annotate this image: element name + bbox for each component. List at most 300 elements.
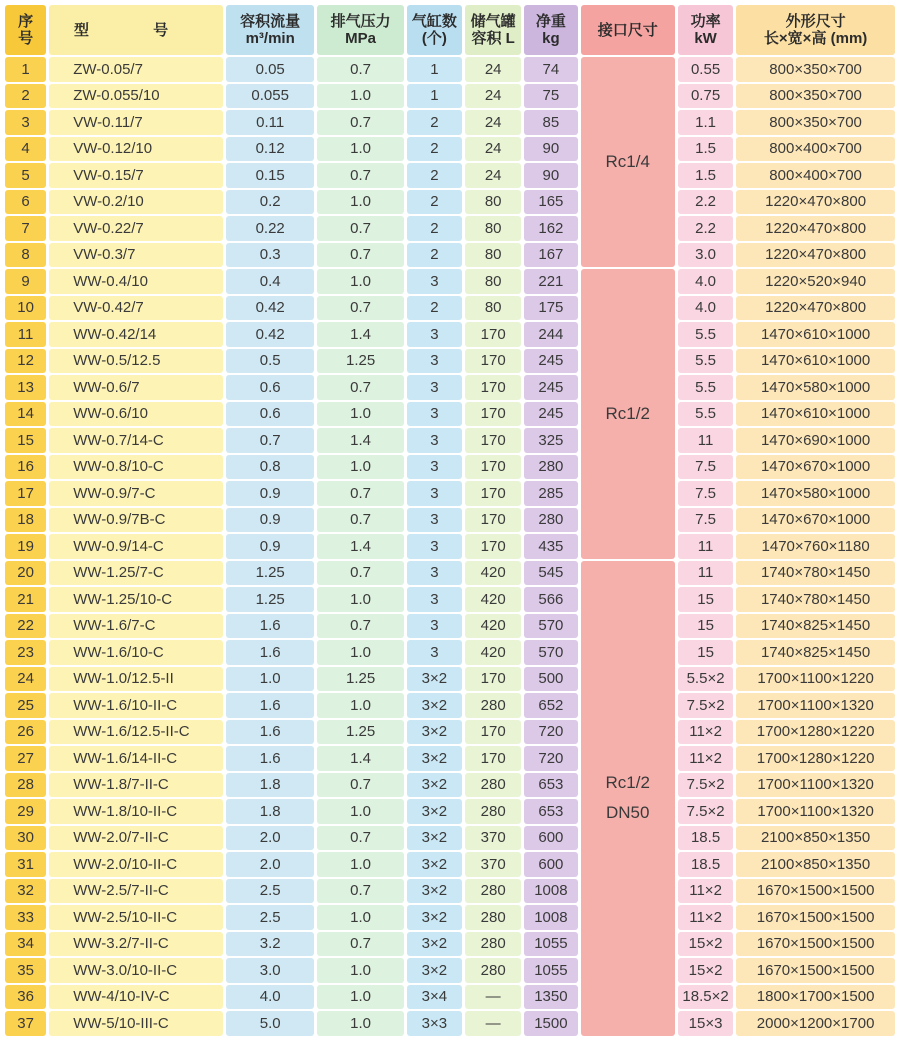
cell-no: 20 xyxy=(5,561,46,586)
cell-dims: 2100×850×1350 xyxy=(736,826,895,851)
cell-model: WW-0.8/10-C xyxy=(49,455,223,480)
cell-power: 7.5×2 xyxy=(678,693,733,718)
cell-weight: 720 xyxy=(524,746,577,771)
port-size-line: Rc1/2 xyxy=(605,403,650,423)
cell-weight: 280 xyxy=(524,508,577,533)
cell-cylinders: 2 xyxy=(407,216,462,241)
cell-model: WW-0.42/14 xyxy=(49,322,223,347)
cell-power: 15×2 xyxy=(678,932,733,957)
cell-tank: 80 xyxy=(465,216,521,241)
cell-weight: 435 xyxy=(524,534,577,559)
cell-tank: 24 xyxy=(465,163,521,188)
cell-pressure: 0.7 xyxy=(317,375,403,400)
cell-weight: 653 xyxy=(524,773,577,798)
table-row xyxy=(5,375,895,400)
cell-pressure: 0.7 xyxy=(317,879,403,904)
cell-model: VW-0.2/10 xyxy=(49,190,223,215)
cell-tank: 420 xyxy=(465,614,521,639)
cell-no: 13 xyxy=(5,375,46,400)
cell-no: 29 xyxy=(5,799,46,824)
cell-no: 33 xyxy=(5,905,46,930)
cell-dims: 1220×470×800 xyxy=(736,296,895,321)
cell-weight: 545 xyxy=(524,561,577,586)
cell-tank: 280 xyxy=(465,799,521,824)
cell-weight: 85 xyxy=(524,110,577,135)
cell-dims: 1700×1280×1220 xyxy=(736,746,895,771)
cell-weight: 1350 xyxy=(524,985,577,1010)
cell-tank: 370 xyxy=(465,826,521,851)
cell-dims: 1740×780×1450 xyxy=(736,587,895,612)
cell-pressure: 1.0 xyxy=(317,137,403,162)
cell-pressure: 1.25 xyxy=(317,720,403,745)
cell-cylinders: 3 xyxy=(407,269,462,294)
cell-dims: 1470×580×1000 xyxy=(736,481,895,506)
cell-model: WW-5/10-III-C xyxy=(49,1011,223,1036)
cell-weight: 1055 xyxy=(524,958,577,983)
cell-weight: 1008 xyxy=(524,905,577,930)
cell-cylinders: 3 xyxy=(407,587,462,612)
cell-dims: 800×350×700 xyxy=(736,84,895,109)
cell-tank: 280 xyxy=(465,693,521,718)
cell-power: 4.0 xyxy=(678,296,733,321)
cell-flow: 0.9 xyxy=(226,508,314,533)
cell-weight: 244 xyxy=(524,322,577,347)
cell-no: 34 xyxy=(5,932,46,957)
header-tank xyxy=(465,5,521,55)
cell-weight: 90 xyxy=(524,137,577,162)
cell-no: 2 xyxy=(5,84,46,109)
cell-pressure: 1.0 xyxy=(317,799,403,824)
cell-flow: 1.25 xyxy=(226,587,314,612)
cell-model: WW-1.8/10-II-C xyxy=(49,799,223,824)
cell-weight: 653 xyxy=(524,799,577,824)
cell-pressure: 0.7 xyxy=(317,481,403,506)
cell-model: VW-0.22/7 xyxy=(49,216,223,241)
cell-dims: 1470×760×1180 xyxy=(736,534,895,559)
cell-cylinders: 3 xyxy=(407,534,462,559)
cell-tank: 280 xyxy=(465,905,521,930)
header-weight xyxy=(524,5,577,55)
cell-dims: 1470×690×1000 xyxy=(736,428,895,453)
cell-pressure: 1.0 xyxy=(317,905,403,930)
cell-pressure: 0.7 xyxy=(317,110,403,135)
cell-flow: 1.6 xyxy=(226,614,314,639)
cell-model: WW-1.0/12.5-II xyxy=(49,667,223,692)
table-row xyxy=(5,640,895,665)
cell-tank: 170 xyxy=(465,349,521,374)
cell-weight: 720 xyxy=(524,720,577,745)
cell-dims: 1470×580×1000 xyxy=(736,375,895,400)
cell-flow: 4.0 xyxy=(226,985,314,1010)
cell-cylinders: 1 xyxy=(407,84,462,109)
cell-tank: 24 xyxy=(465,84,521,109)
header-model xyxy=(49,5,223,55)
cell-cylinders: 3×2 xyxy=(407,958,462,983)
cell-tank: 420 xyxy=(465,640,521,665)
table-row xyxy=(5,84,895,109)
cell-cylinders: 3 xyxy=(407,561,462,586)
cell-no: 21 xyxy=(5,587,46,612)
port-size-line: Rc1/4 xyxy=(605,152,650,171)
cell-pressure: 0.7 xyxy=(317,773,403,798)
table-row xyxy=(5,614,895,639)
header-pressure-line2: MPa xyxy=(345,30,376,47)
cell-cylinders: 3 xyxy=(407,349,462,374)
cell-pressure: 1.0 xyxy=(317,190,403,215)
cell-power: 11×2 xyxy=(678,905,733,930)
cell-dims: 800×400×700 xyxy=(736,137,895,162)
cell-dims: 1700×1100×1220 xyxy=(736,667,895,692)
cell-cylinders: 2 xyxy=(407,243,462,268)
port-size-cell xyxy=(581,269,675,559)
cell-power: 15 xyxy=(678,614,733,639)
cell-tank: 280 xyxy=(465,879,521,904)
cell-power: 11 xyxy=(678,534,733,559)
cell-flow: 0.6 xyxy=(226,402,314,427)
cell-pressure: 1.0 xyxy=(317,693,403,718)
cell-cylinders: 3 xyxy=(407,402,462,427)
cell-model: WW-1.6/7-C xyxy=(49,614,223,639)
cell-weight: 167 xyxy=(524,243,577,268)
cell-pressure: 1.0 xyxy=(317,269,403,294)
cell-flow: 0.15 xyxy=(226,163,314,188)
cell-weight: 600 xyxy=(524,826,577,851)
cell-model: WW-0.9/7-C xyxy=(49,481,223,506)
cell-power: 7.5 xyxy=(678,481,733,506)
cell-flow: 2.5 xyxy=(226,879,314,904)
cell-flow: 0.7 xyxy=(226,428,314,453)
cell-pressure: 1.4 xyxy=(317,746,403,771)
table-row xyxy=(5,852,895,877)
cell-power: 3.0 xyxy=(678,243,733,268)
cell-cylinders: 3×2 xyxy=(407,667,462,692)
cell-no: 6 xyxy=(5,190,46,215)
header-power-line1: 功率 xyxy=(690,13,721,30)
cell-cylinders: 3×2 xyxy=(407,826,462,851)
cell-model: WW-1.6/10-II-C xyxy=(49,693,223,718)
cell-power: 0.55 xyxy=(678,57,733,82)
cell-cylinders: 3×2 xyxy=(407,773,462,798)
cell-cylinders: 3×3 xyxy=(407,1011,462,1036)
header-weight-line2: kg xyxy=(542,30,560,47)
cell-power: 4.0 xyxy=(678,269,733,294)
cell-no: 31 xyxy=(5,852,46,877)
cell-tank: 170 xyxy=(465,455,521,480)
header-power xyxy=(678,5,733,55)
cell-flow: 1.6 xyxy=(226,746,314,771)
cell-dims: 1740×780×1450 xyxy=(736,561,895,586)
cell-cylinders: 3×2 xyxy=(407,879,462,904)
cell-tank: — xyxy=(465,1011,521,1036)
cell-flow: 1.8 xyxy=(226,799,314,824)
cell-model: WW-0.9/7B-C xyxy=(49,508,223,533)
header-flow-line1: 容积流量 xyxy=(240,13,301,30)
cell-pressure: 1.0 xyxy=(317,958,403,983)
cell-cylinders: 1 xyxy=(407,57,462,82)
cell-tank: 170 xyxy=(465,402,521,427)
cell-power: 18.5×2 xyxy=(678,985,733,1010)
table-row xyxy=(5,428,895,453)
table-row xyxy=(5,322,895,347)
cell-dims: 1800×1700×1500 xyxy=(736,985,895,1010)
cell-model: VW-0.3/7 xyxy=(49,243,223,268)
cell-model: WW-1.8/7-II-C xyxy=(49,773,223,798)
cell-weight: 75 xyxy=(524,84,577,109)
header-dims-line1: 外形尺寸 xyxy=(785,13,846,30)
cell-pressure: 1.0 xyxy=(317,1011,403,1036)
cell-power: 0.75 xyxy=(678,84,733,109)
header-tank-line1: 储气罐 xyxy=(470,13,516,30)
cell-power: 15×3 xyxy=(678,1011,733,1036)
cell-tank: — xyxy=(465,985,521,1010)
header-pressure xyxy=(317,5,403,55)
cell-weight: 74 xyxy=(524,57,577,82)
cell-power: 15×2 xyxy=(678,958,733,983)
cell-weight: 1008 xyxy=(524,879,577,904)
cell-tank: 170 xyxy=(465,508,521,533)
cell-tank: 280 xyxy=(465,773,521,798)
cell-power: 11×2 xyxy=(678,879,733,904)
cell-weight: 652 xyxy=(524,693,577,718)
cell-flow: 1.0 xyxy=(226,667,314,692)
cell-power: 11 xyxy=(678,561,733,586)
header-cylinders-line1: 气缸数 xyxy=(411,13,457,30)
header-port-line1: 接口尺寸 xyxy=(597,21,658,39)
cell-power: 1.1 xyxy=(678,110,733,135)
cell-dims: 1740×825×1450 xyxy=(736,614,895,639)
cell-pressure: 1.4 xyxy=(317,534,403,559)
cell-power: 18.5 xyxy=(678,826,733,851)
cell-pressure: 0.7 xyxy=(317,614,403,639)
cell-power: 5.5 xyxy=(678,349,733,374)
header-cylinders-line2: (个) xyxy=(421,30,447,47)
cell-flow: 0.8 xyxy=(226,455,314,480)
cell-power: 18.5 xyxy=(678,852,733,877)
cell-pressure: 1.0 xyxy=(317,84,403,109)
header-flow-line2: m³/min xyxy=(245,30,295,47)
table-row xyxy=(5,269,895,294)
cell-tank: 420 xyxy=(465,561,521,586)
cell-pressure: 0.7 xyxy=(317,163,403,188)
cell-flow: 0.22 xyxy=(226,216,314,241)
cell-tank: 170 xyxy=(465,481,521,506)
cell-flow: 1.6 xyxy=(226,693,314,718)
cell-weight: 325 xyxy=(524,428,577,453)
cell-no: 11 xyxy=(5,322,46,347)
table-row xyxy=(5,1011,895,1036)
table-row xyxy=(5,746,895,771)
cell-tank: 170 xyxy=(465,428,521,453)
table-row xyxy=(5,985,895,1010)
cell-dims: 1700×1100×1320 xyxy=(736,799,895,824)
cell-tank: 170 xyxy=(465,534,521,559)
cell-dims: 1670×1500×1500 xyxy=(736,932,895,957)
cell-flow: 5.0 xyxy=(226,1011,314,1036)
cell-flow: 2.0 xyxy=(226,852,314,877)
cell-tank: 170 xyxy=(465,375,521,400)
cell-model: WW-3.2/7-II-C xyxy=(49,932,223,957)
cell-cylinders: 3×2 xyxy=(407,799,462,824)
table-row xyxy=(5,693,895,718)
cell-pressure: 0.7 xyxy=(317,826,403,851)
cell-flow: 1.6 xyxy=(226,640,314,665)
cell-model: WW-2.0/7-II-C xyxy=(49,826,223,851)
cell-cylinders: 3 xyxy=(407,614,462,639)
cell-flow: 2.0 xyxy=(226,826,314,851)
cell-pressure: 1.25 xyxy=(317,349,403,374)
cell-weight: 165 xyxy=(524,190,577,215)
table-row xyxy=(5,534,895,559)
cell-model: WW-3.0/10-II-C xyxy=(49,958,223,983)
table-row xyxy=(5,932,895,957)
cell-model: WW-0.6/10 xyxy=(49,402,223,427)
cell-tank: 80 xyxy=(465,296,521,321)
table-row xyxy=(5,455,895,480)
spec-body xyxy=(5,57,895,1036)
cell-pressure: 1.0 xyxy=(317,402,403,427)
cell-tank: 80 xyxy=(465,190,521,215)
table-row xyxy=(5,667,895,692)
cell-pressure: 1.0 xyxy=(317,985,403,1010)
cell-cylinders: 3×2 xyxy=(407,746,462,771)
cell-power: 5.5 xyxy=(678,375,733,400)
cell-model: WW-0.7/14-C xyxy=(49,428,223,453)
cell-model: WW-2.0/10-II-C xyxy=(49,852,223,877)
header-flow xyxy=(226,5,314,55)
port-size-cell xyxy=(581,561,675,1036)
table-row xyxy=(5,905,895,930)
header-power-line2: kW xyxy=(694,30,717,47)
cell-no: 28 xyxy=(5,773,46,798)
cell-no: 5 xyxy=(5,163,46,188)
cell-flow: 0.6 xyxy=(226,375,314,400)
cell-tank: 280 xyxy=(465,932,521,957)
cell-weight: 280 xyxy=(524,455,577,480)
header-pressure-line1: 排气压力 xyxy=(330,13,391,30)
cell-weight: 1500 xyxy=(524,1011,577,1036)
cell-power: 1.5 xyxy=(678,137,733,162)
cell-pressure: 1.0 xyxy=(317,640,403,665)
cell-dims: 1670×1500×1500 xyxy=(736,958,895,983)
cell-pressure: 1.0 xyxy=(317,455,403,480)
cell-power: 5.5 xyxy=(678,402,733,427)
table-row xyxy=(5,481,895,506)
cell-no: 14 xyxy=(5,402,46,427)
cell-power: 5.5 xyxy=(678,322,733,347)
cell-no: 7 xyxy=(5,216,46,241)
header-port xyxy=(581,5,675,55)
table-row xyxy=(5,137,895,162)
header-model-line1: 型 号 xyxy=(74,21,199,39)
table-row xyxy=(5,349,895,374)
table-row xyxy=(5,826,895,851)
cell-dims: 1670×1500×1500 xyxy=(736,879,895,904)
cell-model: VW-0.42/7 xyxy=(49,296,223,321)
cell-weight: 600 xyxy=(524,852,577,877)
cell-power: 1.5 xyxy=(678,163,733,188)
cell-dims: 1740×825×1450 xyxy=(736,640,895,665)
header-dims-line2: 长×宽×高 (mm) xyxy=(763,30,868,47)
cell-no: 1 xyxy=(5,57,46,82)
header-cylinders xyxy=(407,5,462,55)
cell-no: 26 xyxy=(5,720,46,745)
port-size-line: DN50 xyxy=(606,803,650,822)
cell-dims: 800×350×700 xyxy=(736,110,895,135)
cell-flow: 0.42 xyxy=(226,322,314,347)
cell-model: VW-0.15/7 xyxy=(49,163,223,188)
cell-flow: 0.05 xyxy=(226,57,314,82)
cell-dims: 1220×470×800 xyxy=(736,190,895,215)
header-dims xyxy=(736,5,895,55)
cell-tank: 420 xyxy=(465,587,521,612)
cell-dims: 1700×1280×1220 xyxy=(736,720,895,745)
cell-weight: 175 xyxy=(524,296,577,321)
cell-dims: 1700×1100×1320 xyxy=(736,773,895,798)
table-row xyxy=(5,296,895,321)
cell-dims: 1470×610×1000 xyxy=(736,322,895,347)
cell-tank: 24 xyxy=(465,137,521,162)
table-row xyxy=(5,720,895,745)
cell-weight: 500 xyxy=(524,667,577,692)
cell-dims: 800×350×700 xyxy=(736,57,895,82)
cell-tank: 24 xyxy=(465,57,521,82)
cell-pressure: 0.7 xyxy=(317,932,403,957)
cell-no: 35 xyxy=(5,958,46,983)
cell-power: 15 xyxy=(678,640,733,665)
cell-cylinders: 3 xyxy=(407,455,462,480)
table-row xyxy=(5,216,895,241)
cell-dims: 800×400×700 xyxy=(736,163,895,188)
header-row xyxy=(5,5,895,55)
cell-no: 27 xyxy=(5,746,46,771)
cell-cylinders: 3×2 xyxy=(407,720,462,745)
cell-no: 16 xyxy=(5,455,46,480)
cell-cylinders: 3 xyxy=(407,375,462,400)
cell-power: 15 xyxy=(678,587,733,612)
cell-dims: 1700×1100×1320 xyxy=(736,693,895,718)
header-no-line2: 号 xyxy=(18,30,34,47)
header-weight-line1: 净重 xyxy=(535,13,566,30)
cell-flow: 0.11 xyxy=(226,110,314,135)
port-size-cell xyxy=(581,57,675,267)
table-row xyxy=(5,879,895,904)
cell-model: VW-0.11/7 xyxy=(49,110,223,135)
cell-weight: 285 xyxy=(524,481,577,506)
cell-dims: 1670×1500×1500 xyxy=(736,905,895,930)
cell-weight: 245 xyxy=(524,402,577,427)
table-row xyxy=(5,587,895,612)
cell-cylinders: 3 xyxy=(407,640,462,665)
spec-table xyxy=(2,3,898,1038)
cell-cylinders: 3×2 xyxy=(407,932,462,957)
cell-weight: 162 xyxy=(524,216,577,241)
cell-pressure: 0.7 xyxy=(317,296,403,321)
cell-cylinders: 2 xyxy=(407,190,462,215)
cell-model: WW-1.6/14-II-C xyxy=(49,746,223,771)
cell-power: 7.5 xyxy=(678,455,733,480)
cell-tank: 170 xyxy=(465,746,521,771)
cell-weight: 221 xyxy=(524,269,577,294)
cell-model: VW-0.12/10 xyxy=(49,137,223,162)
cell-flow: 0.12 xyxy=(226,137,314,162)
cell-dims: 1470×610×1000 xyxy=(736,402,895,427)
cell-pressure: 0.7 xyxy=(317,561,403,586)
cell-no: 12 xyxy=(5,349,46,374)
cell-pressure: 0.7 xyxy=(317,508,403,533)
cell-power: 5.5×2 xyxy=(678,667,733,692)
cell-tank: 370 xyxy=(465,852,521,877)
table-row xyxy=(5,799,895,824)
